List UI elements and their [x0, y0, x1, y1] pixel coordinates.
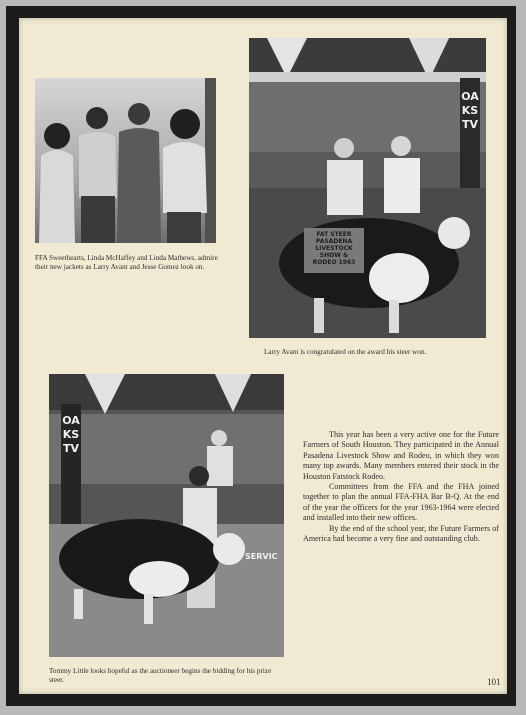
photo-auction	[49, 374, 284, 657]
livestock-show-banner: FAT STEER PASADENA LIVESTOCK SHOW & RODEO 1963	[312, 231, 356, 266]
article-paragraph: By the end of the school year, the Future Farmers of America had become a very fine and outstanding club.	[303, 523, 499, 544]
article-paragraph: This year has been a very active one for the Future Farmers of South Houston. They participated in the Annual Pasadena Livestock Show and Rodeo, in which they won many top awards. Many members entered their stock in the Houston Fatstock Rodeo.	[303, 430, 499, 481]
caption-photo2: Larry Avant is congratulated on the award his steer won.	[264, 348, 427, 356]
caption-photo1: FFA Sweethearts, Linda McHaffey and Linda Mathews, admire their new jackets as Larry Avant and Jesse Gomez look on.	[35, 254, 218, 271]
photo-steer-award	[249, 38, 486, 338]
page-number: 101	[487, 677, 501, 687]
oaks-tv-sign-2: OAKS TV	[62, 414, 80, 455]
photo-sweethearts	[35, 78, 216, 243]
caption-photo3: Tommy Little looks hopeful as the auctioneer begins the bidding for his prize steer.	[49, 667, 272, 684]
oaks-tv-sign-1: OAKS TV	[461, 90, 479, 131]
article-paragraph: Committees from the FFA and the FHA joined together to plan the annual FFA-FHA Bar B-Q. At the end of the year the officers for the year 1963-1964 were elected and installed into their new offices.	[303, 482, 499, 523]
article-body	[303, 430, 499, 544]
yearbook-page	[19, 18, 507, 694]
servic-sign: SERVIC	[245, 552, 278, 561]
